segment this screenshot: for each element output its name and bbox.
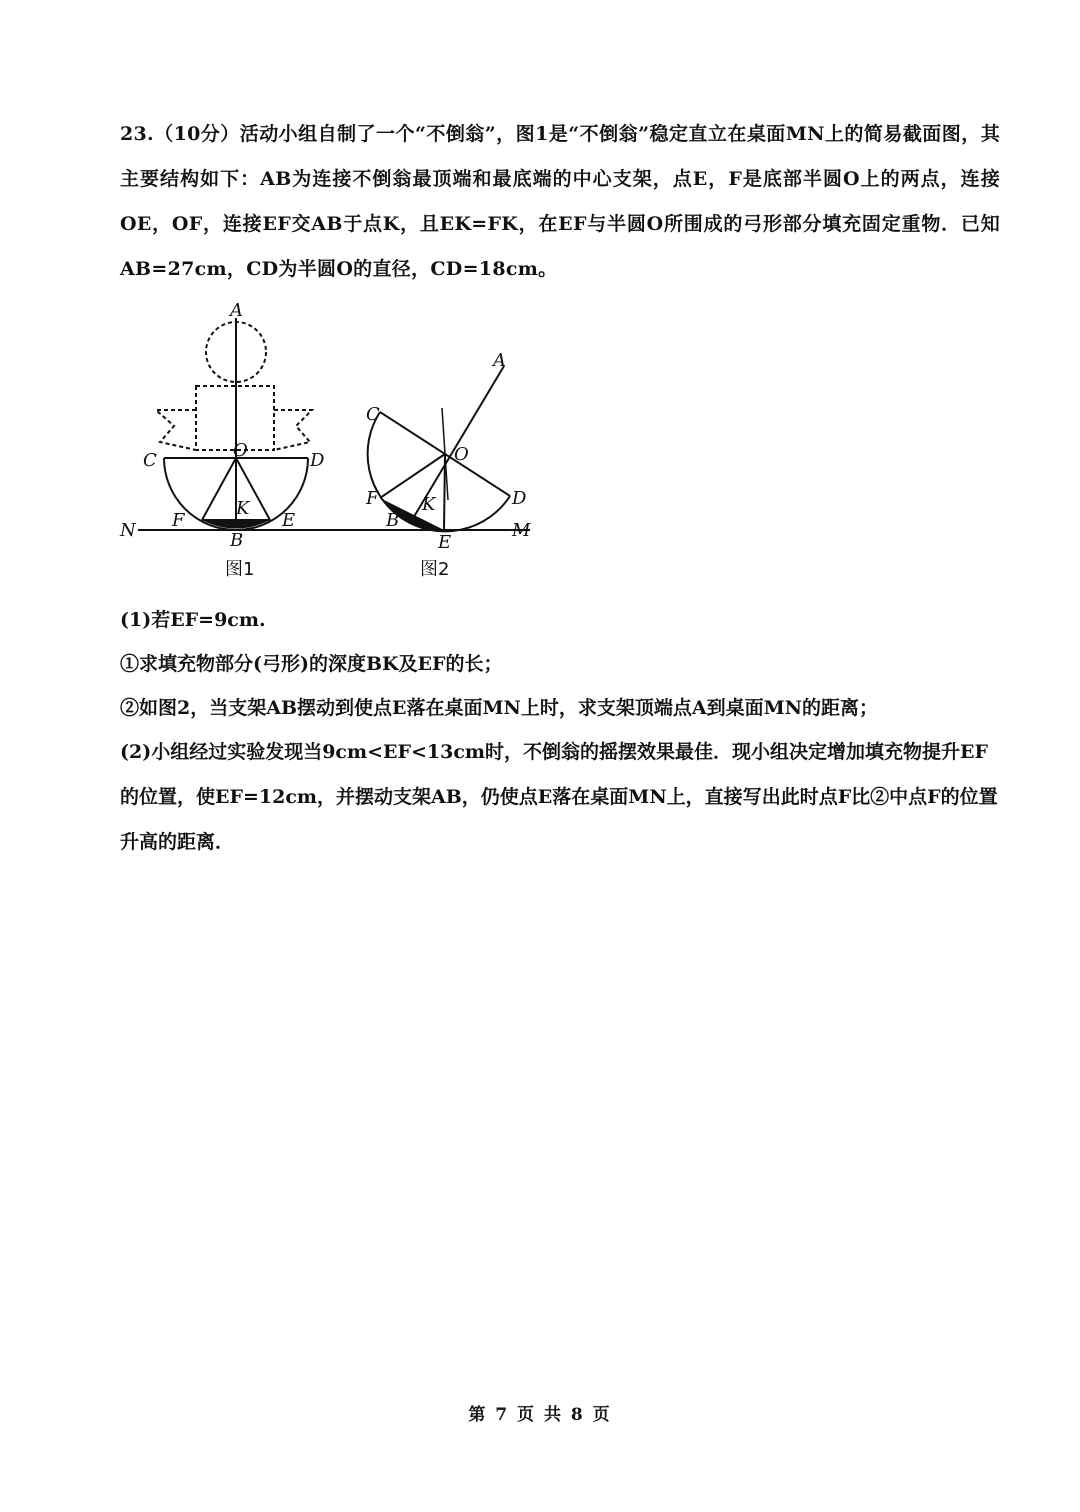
fig2-label-E: E: [438, 532, 452, 553]
fig2-label-A: A: [493, 350, 506, 371]
fig2-label-F: F: [366, 488, 379, 509]
fig2-label-K: K: [422, 494, 436, 515]
segment-OF: [202, 458, 236, 520]
figure-2-caption: 图2: [420, 559, 450, 580]
question-1-part-2: ②如图2，当支架AB摆动到使点E落在桌面MN上时，求支架顶端点A到桌面MN的距离；: [120, 697, 879, 719]
filled-segment: [202, 520, 270, 529]
fig1-label-N: N: [120, 520, 136, 541]
question-2: (2)小组经过实验发现当9cm<EF<13cm时，不倒翁的摇摆效果最佳．现小组决定增加填充物提升EF的位置，使EF=12cm，并摆动支架AB，仍使点E落在桌面MN上，直接写出此时点F比②中点F的位置升高的距离．: [120, 741, 998, 853]
fig1-label-C: C: [143, 450, 157, 471]
fig2-label-O: O: [454, 444, 469, 465]
figure-1-caption: 图1: [225, 559, 255, 580]
tumbler-left-arm: [156, 410, 196, 450]
fig2-segment-OF: [380, 454, 445, 498]
tumbler-right-arm: [274, 410, 312, 450]
fig1-label-O: O: [233, 440, 248, 461]
fig1-label-K: K: [236, 498, 250, 519]
fig2-segment-OE: [444, 454, 445, 530]
figure-2: [368, 366, 510, 531]
problem-statement: 23.（10分）活动小组自制了一个“不倒翁”，图1是“不倒翁”稳定直立在桌面MN上的简易截面图，其主要结构如下：AB为连接不倒翁最顶端和最底端的中心支架，点E，F是底部半圆O上的两点，连接OE，OF，连接EF交AB于点K，且EK=FK，在EF与半圆O所围成的弓形部分填充固定重物．已知AB=27cm，CD为半圆O的直径，CD=18cm。: [120, 123, 1000, 280]
fig1-label-F: F: [172, 510, 185, 531]
question-1: (1)若EF=9cm.: [120, 609, 266, 631]
fig1-label-E: E: [282, 510, 296, 531]
fig2-label-M: M: [512, 520, 531, 541]
question-1-part-1: ①求填充物部分(弓形)的深度BK及EF的长；: [120, 653, 503, 675]
fig2-label-C: C: [366, 404, 380, 425]
fig1-label-D: D: [310, 450, 325, 471]
fig2-label-B: B: [386, 510, 400, 531]
fig1-label-B: B: [230, 530, 244, 551]
figure-1: [138, 318, 530, 530]
page-number-footer: 第 7 页 共 8 页: [468, 1405, 612, 1425]
fig1-label-A: A: [230, 300, 243, 321]
figures-svg: [110, 300, 550, 585]
fig2-label-D: D: [512, 488, 527, 509]
figures-area: [110, 300, 550, 585]
